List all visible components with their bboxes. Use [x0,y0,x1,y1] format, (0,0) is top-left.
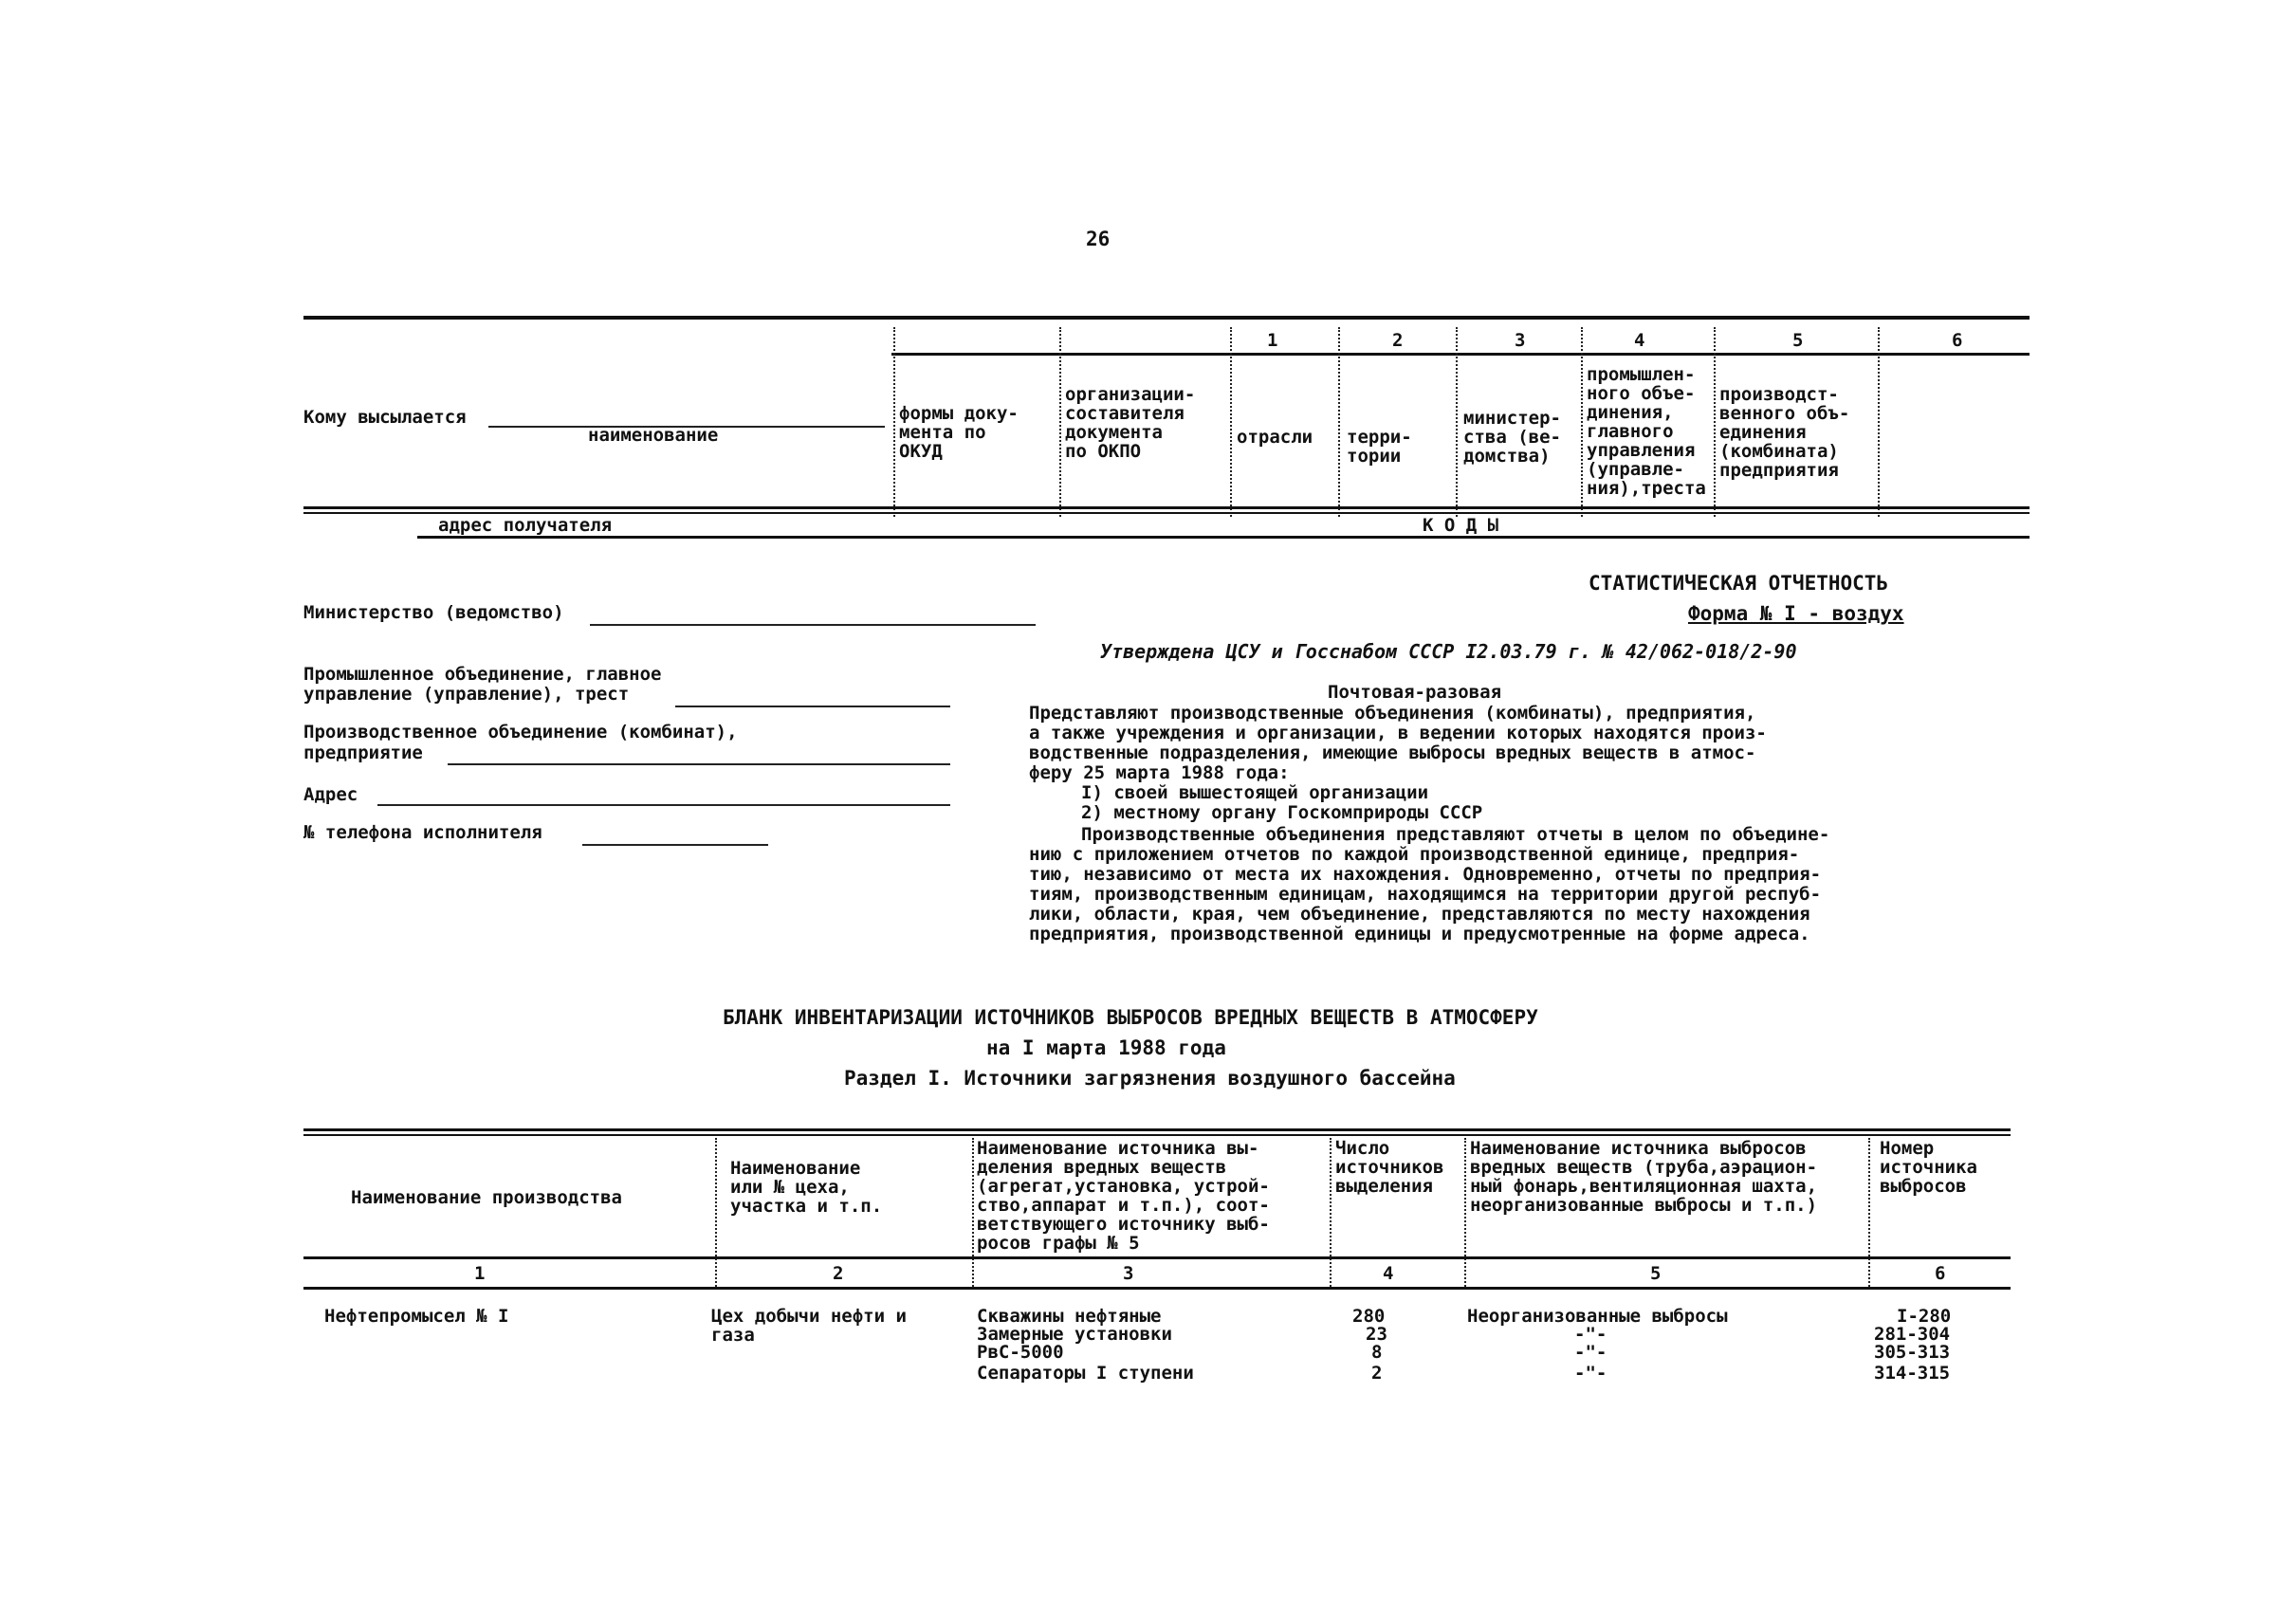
cell-count: 2 [1371,1363,1383,1384]
industrial-line[interactable] [675,706,950,707]
cell-source: Сепараторы I ступени [977,1363,1194,1384]
cell-number: 305-313 [1874,1342,1951,1363]
header-emission: Наименование источника выбросов вредных веществ (труба,аэрацион- ный фонарь,вентиляционная шахта, неорганизованные выбросы и т.п.) [1470,1138,1818,1216]
table-mid-rule [303,506,2030,509]
numbers-rule [303,1287,2011,1290]
instr-line: предприятия, производственной единицы и предусмотренные на форме адреса. [1029,924,1810,944]
recipient-name-label: наименование [588,425,719,446]
cell-count: 23 [1366,1324,1387,1345]
production-line[interactable] [448,763,950,765]
col-number: 2 [1392,330,1404,351]
cell-production: Нефтепромысел № I [324,1306,509,1327]
col-territory: терри- тории [1347,427,1412,467]
instr-line: Представляют производственные объединения (комбинаты), предприятия, [1029,703,1756,724]
col-number: 4 [1634,330,1645,351]
instr-item: 2) местному органу Госкомприроды СССР [1081,802,1483,823]
instr-line: феру 25 марта 1988 года: [1029,762,1290,783]
instr-line: нию с приложением отчетов по каждой производственной единице, предприя- [1029,844,1800,865]
cell-number: 281-304 [1874,1324,1951,1345]
phone-line[interactable] [582,844,768,846]
col-number: 5 [1792,330,1804,351]
col-divider [1878,327,1880,517]
instr-line: лики, области, края, чем объединение, представляются по месту нахождения [1029,904,1810,925]
col-ministry: министер- ства (ве- домства) [1463,408,1561,467]
col-divider [1330,1138,1332,1290]
blank-title-line-3: Раздел I. Источники загрязнения воздушного бассейна [844,1067,1456,1090]
cell-source: Замерные установки [977,1324,1172,1345]
col-number: 3 [1515,330,1526,351]
col-okud: формы доку- мента по ОКУД [899,403,1019,462]
main-table-top-rule [303,1128,2011,1131]
recipient-label: Кому высылается [303,407,467,428]
col-number: 5 [1650,1263,1662,1284]
instr-item: I) своей вышестоящей организации [1081,782,1429,803]
ministry-label: Министерство (ведомство) [303,602,564,623]
stat-title: СТАТИСТИЧЕСКАЯ ОТЧЕТНОСТЬ [1589,572,1889,595]
cell-emission: -"- [1574,1342,1607,1363]
production-label-2: предприятие [303,742,423,763]
table-mid-rule-2 [303,512,2030,514]
header-count: Число источников выделения [1335,1138,1444,1197]
instr-line: тию, независимо от места их нахождения. Одновременно, отчеты по предприя- [1029,864,1822,885]
instr-line: тиям, производственным единицам, находящимся на территории другой респуб- [1029,884,1822,905]
col-divider [1868,1138,1870,1290]
col-divider [1230,327,1232,517]
header-production: Наименование производства [351,1187,622,1208]
col-divider [1714,327,1716,517]
col-production: производст- венного объ- единения (комбината) предприятия [1719,384,1850,481]
col-divider [972,1138,974,1290]
col-divider [1338,327,1340,517]
production-label-1: Производственное объединение (комбинат), [303,722,738,742]
address-field-label: Адрес [303,784,358,805]
page-number: 26 [1086,228,1111,250]
approved-text: Утверждена ЦСУ и Госснабом СССР I2.03.79 г. № 42/062-018/2-90 [1100,640,1797,663]
numbers-rule [891,353,2030,356]
col-number: 4 [1383,1263,1394,1284]
cell-count: 8 [1371,1342,1383,1363]
header-shop: Наименование или № цеха, участка и т.п. [730,1158,883,1217]
industrial-label-2: управление (управление), трест [303,684,630,705]
header-source: Наименование источника вы- деления вредных веществ (агрегат,установка, устрой- ство,аппарат и т.п.), соот- ветствующего источнику выб- росов графы № 5 [977,1138,1270,1254]
cell-source: РвС-5000 [977,1342,1064,1363]
col-number: 1 [1267,330,1278,351]
cell-shop: Цех добычи нефти и газа [711,1306,907,1346]
industrial-label-1: Промышленное объединение, главное [303,664,662,685]
main-table-top-rule-2 [303,1134,2011,1136]
phone-label: № телефона исполнителя [303,822,542,843]
col-divider [1456,327,1458,517]
col-divider [1059,327,1061,517]
address-line[interactable] [377,804,950,806]
table-bottom-rule [417,536,2030,539]
instr-line: Производственные объединения представляют отчеты в целом по объедине- [1081,824,1830,845]
instr-line: водственные подразделения, имеющие выбросы вредных веществ в атмос- [1029,742,1756,763]
col-number: 2 [833,1263,844,1284]
address-label: адрес получателя [438,515,613,536]
cell-count: 280 [1352,1306,1386,1327]
cell-number: 314-315 [1874,1363,1951,1384]
col-number: 6 [1935,1263,1946,1284]
cell-emission: -"- [1574,1363,1607,1384]
col-industry: отрасли [1237,427,1313,448]
blank-title-line-2: на I марта 1988 года [986,1036,1226,1059]
col-number: 1 [474,1263,486,1284]
header-number: Номер источника выбросов [1880,1138,1977,1197]
col-number: 6 [1952,330,1963,351]
ministry-line[interactable] [590,624,1036,626]
header-rule [303,1256,2011,1259]
cell-emission: -"- [1574,1324,1607,1345]
cell-emission: Неорганизованные выбросы [1467,1306,1728,1327]
codes-label: К О Д Ы [1423,515,1499,536]
instr-line: а также учреждения и организации, в ведении которых находятся произ- [1029,723,1767,743]
col-divider [1464,1138,1466,1290]
form-label: Форма № I - воздух [1688,602,1904,625]
col-divider [1581,327,1583,517]
postal-label: Почтовая-разовая [1328,682,1502,703]
col-number: 3 [1123,1263,1134,1284]
table-top-rule [303,316,2030,320]
col-industrial: промышлен- ного объе- динения, главного управления (управле- ния),треста [1587,364,1706,499]
cell-source: Скважины нефтяные [977,1306,1162,1327]
cell-number: I-280 [1897,1306,1952,1327]
col-divider [715,1138,717,1290]
col-divider [893,327,895,517]
col-okpo: организации- составителя документа по ОКПО [1065,384,1196,462]
blank-title-line-1: БЛАНК ИНВЕНТАРИЗАЦИИ ИСТОЧНИКОВ ВЫБРОСОВ ВРЕДНЫХ ВЕЩЕСТВ В АТМОСФЕРУ [723,1006,1538,1029]
